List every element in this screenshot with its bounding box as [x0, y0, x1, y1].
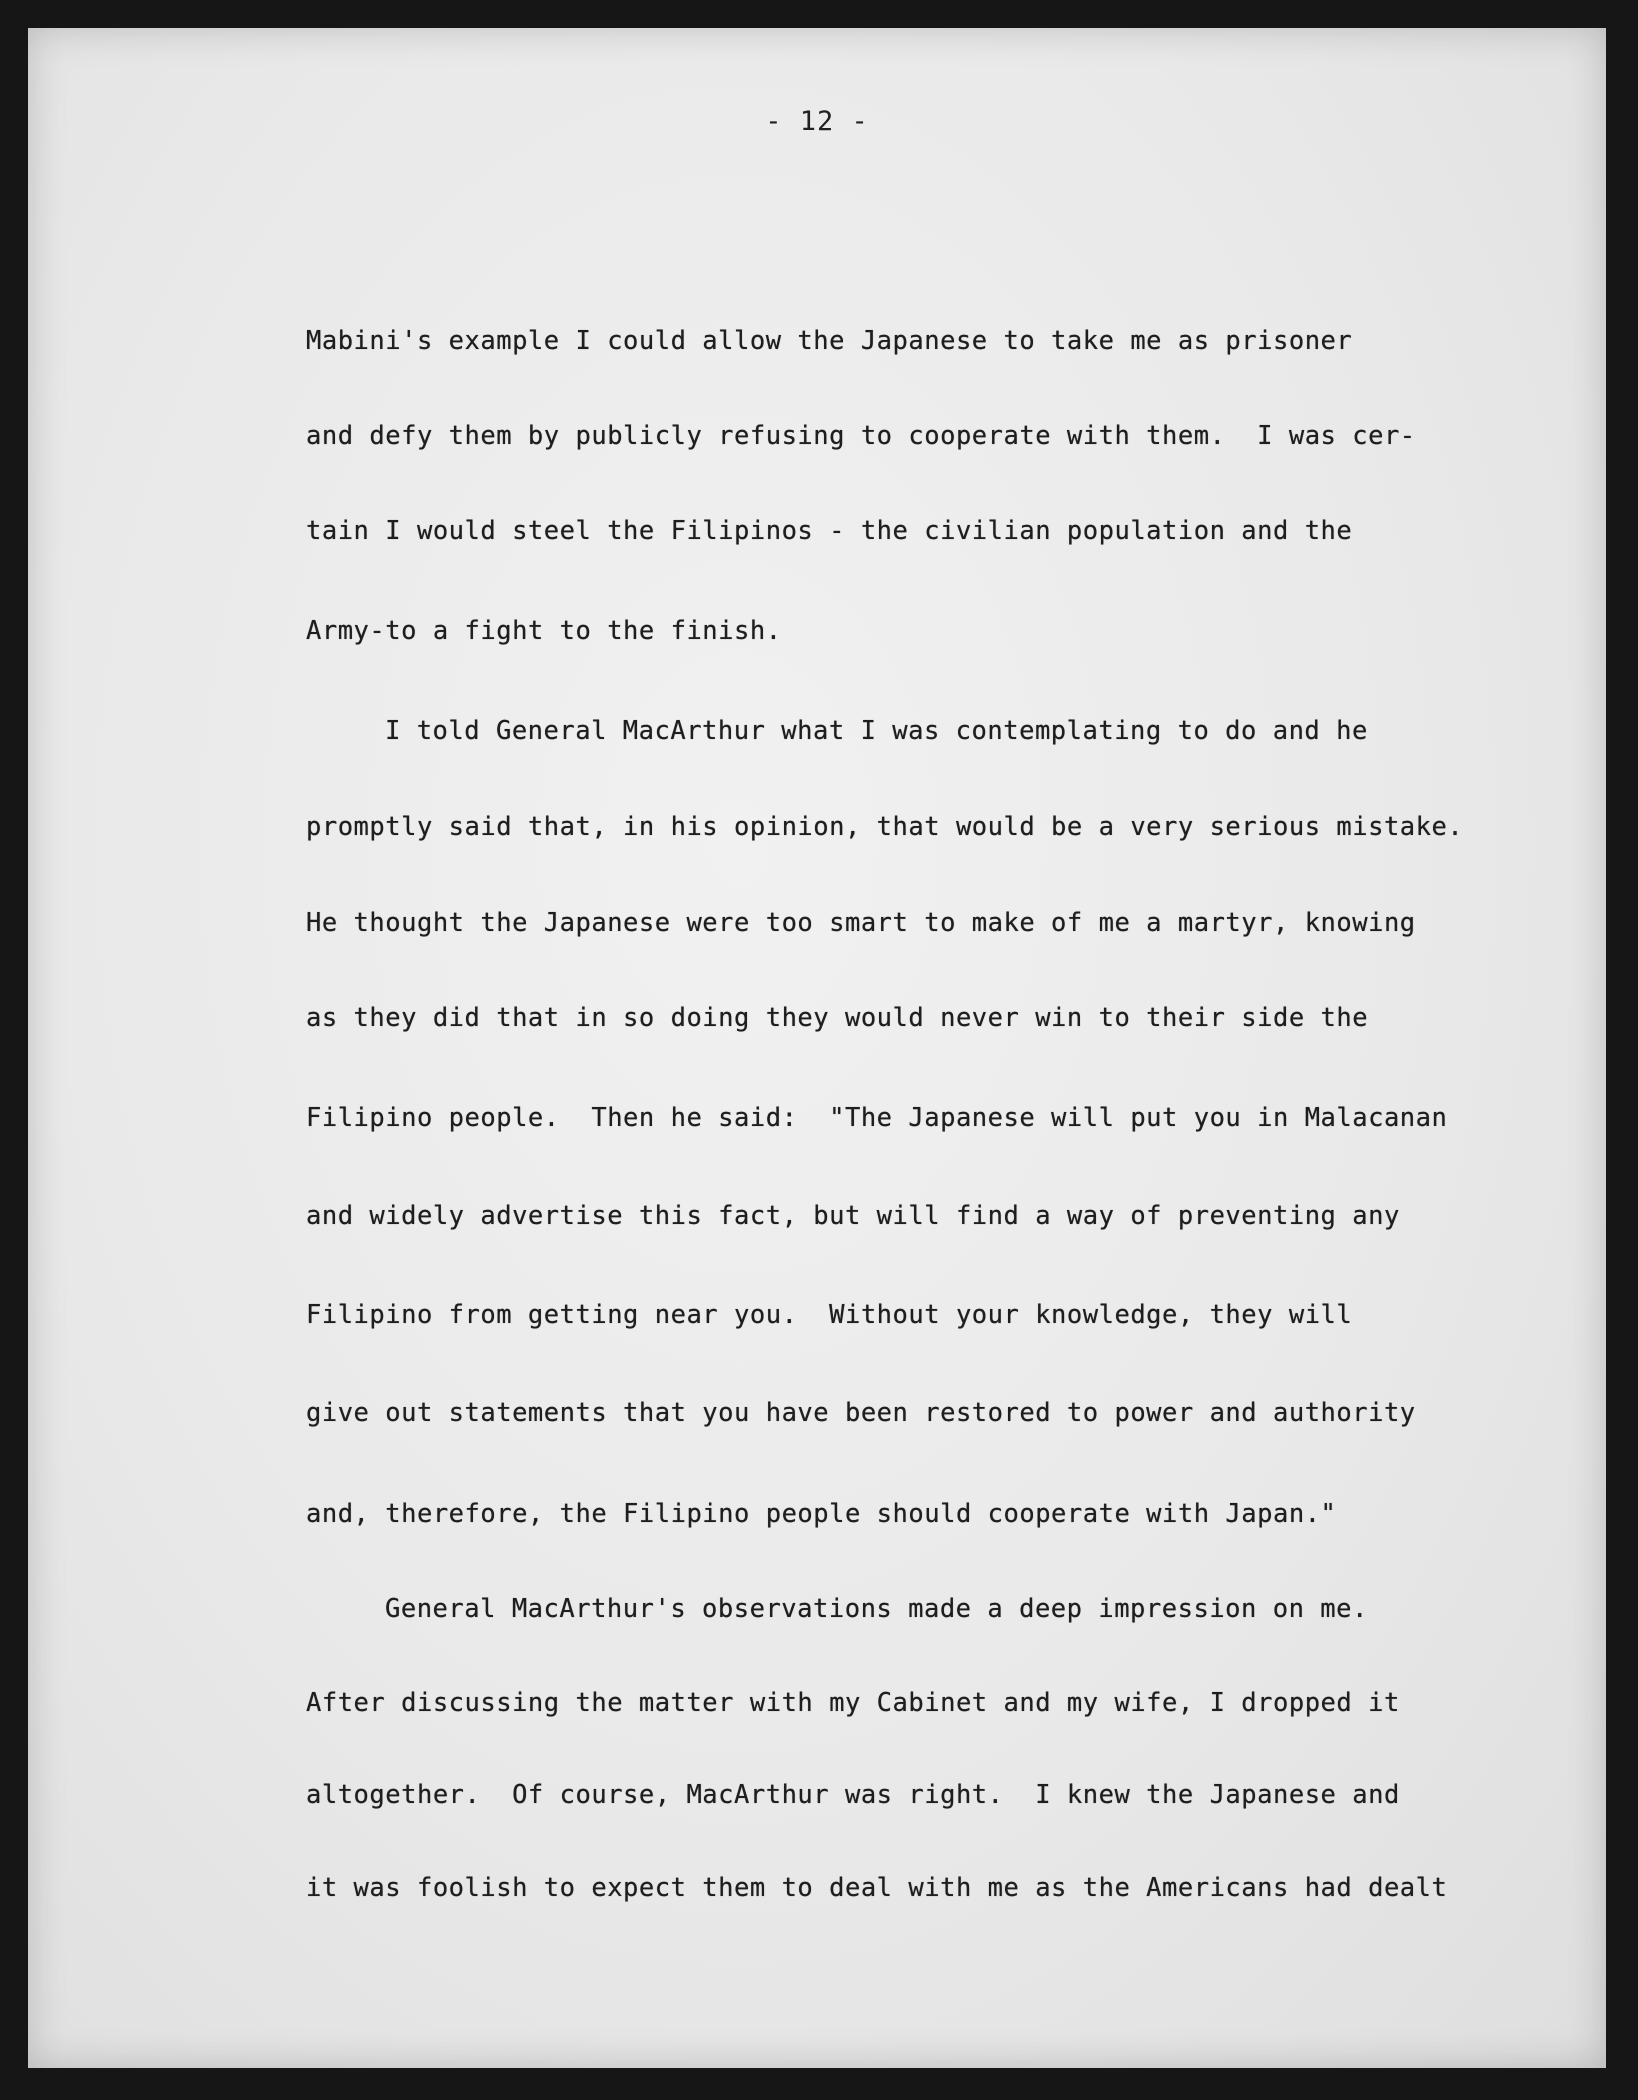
text-line: After discussing the matter with my Cabinet and my wife, I dropped it — [306, 1688, 1400, 1718]
typewritten-page — [28, 28, 1606, 2068]
text-line: it was foolish to expect them to deal with me as the Americans had dealt — [306, 1873, 1448, 1903]
text-line: as they did that in so doing they would never win to their side the — [306, 1003, 1369, 1033]
text-line: altogether. Of course, MacArthur was right. I knew the Japanese and — [306, 1780, 1400, 1810]
text-line: and defy them by publicly refusing to cooperate with them. I was cer- — [306, 421, 1416, 451]
text-line: Filipino from getting near you. Without your knowledge, they will — [306, 1300, 1353, 1330]
text-line: give out statements that you have been restored to power and authority — [306, 1398, 1416, 1428]
text-line: General MacArthur's observations made a deep impression on me. — [385, 1594, 1368, 1624]
text-line: promptly said that, in his opinion, that would be a very serious mistake. — [306, 812, 1464, 842]
text-line: He thought the Japanese were too smart to make of me a martyr, knowing — [306, 908, 1416, 938]
text-line: and widely advertise this fact, but will find a way of preventing any — [306, 1201, 1400, 1231]
text-line: Mabini's example I could allow the Japanese to take me as prisoner — [306, 326, 1353, 356]
text-line: tain I would steel the Filipinos - the civilian population and the — [306, 516, 1353, 546]
text-line: Army-to a fight to the finish. — [306, 616, 782, 646]
text-line: I told General MacArthur what I was contemplating to do and he — [385, 716, 1368, 746]
text-line: Filipino people. Then he said: "The Japanese will put you in Malacanan — [306, 1103, 1448, 1133]
page-number: - 12 - — [765, 106, 869, 137]
text-line: and, therefore, the Filipino people should cooperate with Japan." — [306, 1499, 1337, 1529]
